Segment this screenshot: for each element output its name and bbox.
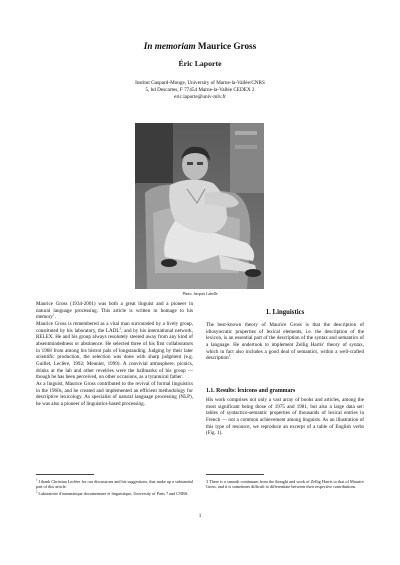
- photo-caption: Photo: Jacques Labelle: [182, 292, 218, 296]
- affiliation: [0, 80, 400, 102]
- linguist-paragraph: As a linguist, Maurice Gross contributed to the revival of formal linguistics in the 1960s, and he created and implemented an efficient methodology for descriptive lexicology. As specialist of natural language processing (NLP), he was also a pioneer of linguistics-based processing.: [36, 380, 193, 407]
- footnote-3: [206, 479, 364, 490]
- footnote-ref-1: 1: [52, 312, 55, 317]
- footnote-2-text: Laboratoire d'automatique documentaire et linguistique, University of Paris 7 and CNRS.: [37, 490, 189, 496]
- group-text-a: Maurice Gross is remembered as a vital man surrounded by a lively group, constituted by his laboratory, the LADL: [36, 320, 193, 334]
- right-column-bottom: [206, 397, 364, 437]
- group-text-b: , and by his international network, RELEX. He and his group always resolutely steered away from any kind of absentmindedness or abstinence. He selected three of his first collaborators in 1968 from among his bistrot pals of longstanding. Judging by their later scientific production, the selection was done with sharp judgment (e.g. Guillet, Leclère, 1992; Meunier, 1999). A convivial atmosphere, picnics, drinks at the lab and other revelries were the hallmarks of his group — though he has been perceived, on other occasions, as a tyrannical father.: [36, 327, 193, 381]
- footnote-3-text: There is a smooth continuum from the thought and work of Zellig Harris to that of Maurice Gross, and it is sometimes difficult to differentiate between their respective contributions.: [206, 479, 364, 490]
- group-paragraph: [36, 321, 193, 381]
- author-name: Éric Laporte: [178, 59, 222, 68]
- footnote-2: [36, 491, 193, 496]
- page-number: 1: [198, 513, 202, 519]
- footnote-rule-left: [36, 474, 94, 475]
- footnote-3-number: 3: [206, 479, 209, 484]
- footnote-1-text: I thank Christian Leclère for our discussions and his suggestions, that make up a substantial part of this article.: [36, 479, 193, 490]
- theory-paragraph: [206, 322, 364, 362]
- footnote-1: [36, 479, 193, 490]
- footnote-ref-3: 3: [228, 353, 231, 358]
- footnote-ref-2: 2: [119, 325, 122, 330]
- theory-text-b: .: [230, 355, 232, 362]
- results-paragraph: His work comprises not only a vast array of books and articles, among the most significant being those of 1975 and 1981, but also a large data set: tables of syntactico-semantic properties of thousands of lexical entries in French — not a common achievement among linguists. As an illustration of this type of resource, we reproduce an excerpt of a table of English verbs (Fig. 1).: [206, 397, 364, 437]
- section-heading-linguistics: 1. Linguistics: [265, 309, 305, 316]
- affiliation-institution: Institut Gaspard-Monge, University of Marne-la-Vallée/CNRS: [135, 80, 265, 86]
- intro-text: Maurice Gross (1934-2001) was both a great linguist and a pioneer in natural language processing. This article is written in homage to his memory: [36, 301, 193, 321]
- intro-end: .: [54, 314, 56, 321]
- footnote-2-number: 2: [36, 490, 38, 494]
- footnote-1-number: 1: [36, 478, 38, 482]
- affiliation-address: 5, bd Descartes, F 77454 Marne-la-Vallée CEDEX 2: [145, 87, 255, 94]
- subsection-heading-results: 1.1. Results: lexicons and grammars: [206, 388, 296, 394]
- left-column: [36, 301, 193, 408]
- intro-paragraph: [36, 301, 193, 321]
- title-name: Maurice Gross: [195, 41, 257, 51]
- footnotes-right: [206, 479, 364, 491]
- footnotes-left: [36, 479, 193, 497]
- portrait-photo-illustration: [135, 123, 264, 289]
- footnote-rule-right: [206, 474, 264, 475]
- paper-title: [0, 40, 400, 52]
- portrait-photo: [135, 123, 264, 289]
- theory-text-a: The best-known theory of Maurice Gross is that the description of idiosyncratic properties of lexical elements, i.e. the description of the lexicon, is an essential part of the description of the syntax and semantics of a language. He undertook to implement Zellig Harris' theory of syntax, which in fact also includes a good deal of semantics, within a well-crafted description: [206, 322, 364, 362]
- title-italic: In memoriam: [143, 41, 196, 51]
- affiliation-email: eric.laporte@univ-mlv.fr: [174, 94, 226, 101]
- right-column-top: [206, 322, 364, 362]
